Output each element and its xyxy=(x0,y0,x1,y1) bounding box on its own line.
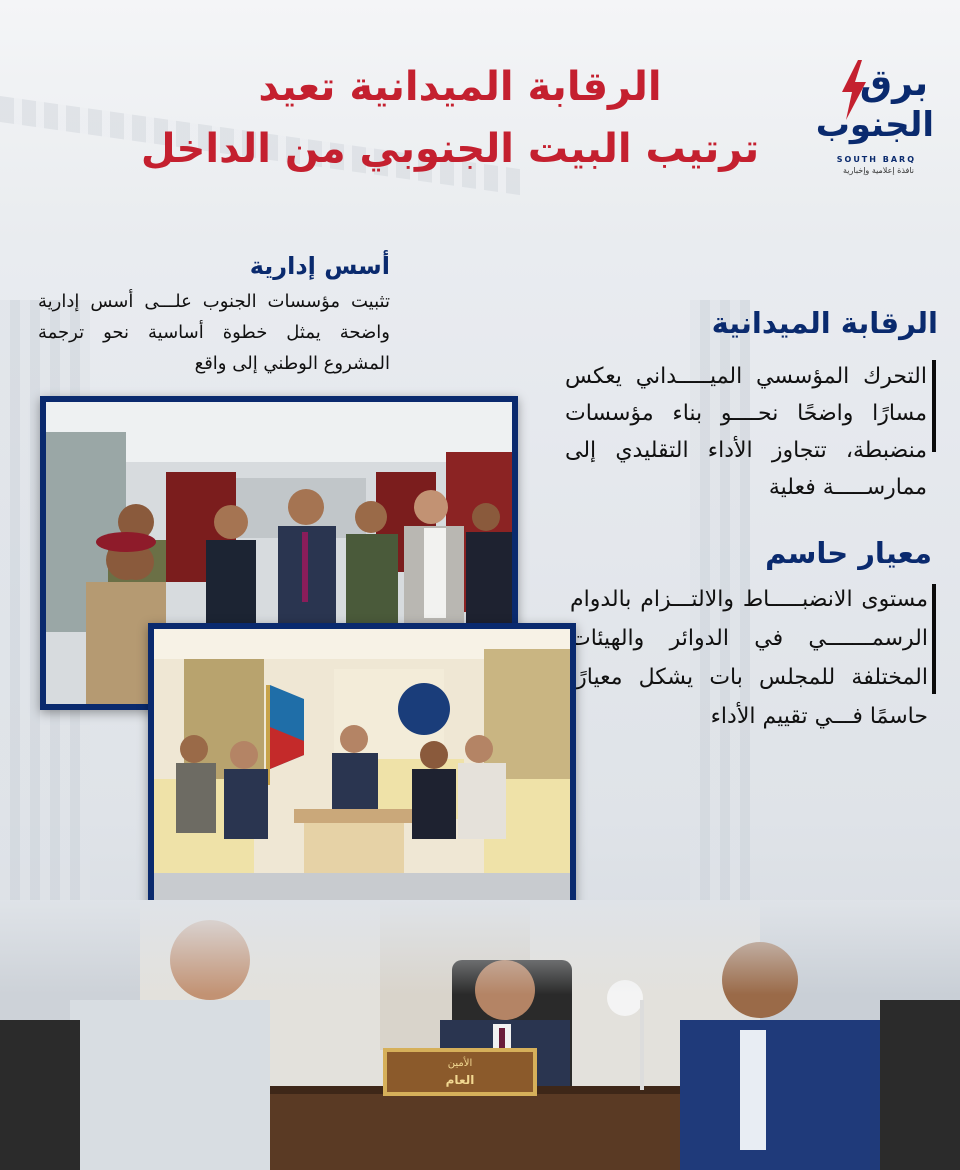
meeting-room-illustration xyxy=(154,629,570,913)
title-line-1: الرقابة الميدانية تعيد xyxy=(258,64,662,110)
brand-name-line2: الجنوب xyxy=(815,105,934,145)
field-oversight-body: التحرك المؤسسي الميـــــداني يعكس مسارًا واضحًا نحــــو بناء مؤسسات منضبطة، تتجاوز الأداء التقليدي إلى ممارســـــة فعلية xyxy=(565,364,927,500)
brand-latin-name: SOUTH BARQ xyxy=(836,155,916,164)
brand-name-line1: برق xyxy=(859,63,928,104)
field-oversight-bar xyxy=(932,360,936,452)
meeting-room-photo xyxy=(148,623,576,919)
office-desk-illustration xyxy=(0,900,960,1170)
field-oversight-heading: الرقابة الميدانية xyxy=(711,306,938,340)
foundations-heading: أسس إدارية xyxy=(249,252,390,280)
office-desk-photo xyxy=(0,900,960,1170)
decisive-standard-bar xyxy=(932,584,936,694)
page-title xyxy=(120,56,800,180)
decisive-standard-body: مستوى الانضبـــــاط والالتـــزام بالدوام الرسمـــــــي في الدوائر والهيئات المختلفة للمجلس بات يشكل معيارًا حاسمًا فـــي تقييم الأداء xyxy=(570,587,928,729)
brand-tagline: نافذة إعلامية وإخبارية xyxy=(843,166,914,175)
brand-logo xyxy=(815,58,940,178)
foundations-body: تثبيت مؤسسات الجنوب علـــى أسس إدارية واضحة يمثل خطوة أساسية نحو ترجمة المشروع الوطني إلى واقع xyxy=(38,291,390,374)
decisive-standard-heading: معيار حاسم xyxy=(765,536,932,570)
title-line-2: ترتيب البيت الجنوبي من الداخل xyxy=(140,126,760,172)
